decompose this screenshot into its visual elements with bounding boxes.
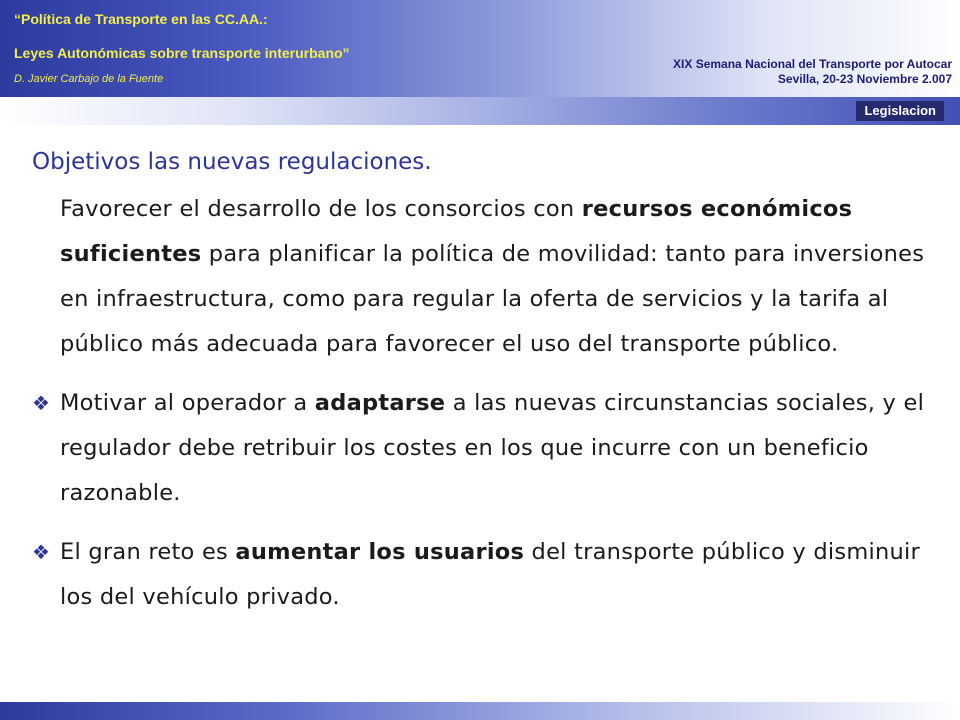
section-label: Legislacion: [856, 101, 944, 121]
paragraph-3-emphasis: aumentar los usuarios: [235, 539, 525, 565]
paragraph-3-text-end: del transporte público y disminuir los del vehículo privado.: [60, 539, 921, 610]
diamond-bullet-icon: ❖: [32, 391, 51, 415]
event-place-date: Sevilla, 20-23 Noviembre 2.007: [777, 72, 952, 86]
event-name: XIX Semana Nacional del Transporte por Autocar: [673, 57, 952, 71]
paragraph-2-text-end: a las nuevas circunstancias sociales, y el regulador debe retribuir los costes en los que incurre con un beneficio razonable.: [60, 390, 925, 506]
slide-title: Objetivos las nuevas regulaciones.: [32, 149, 432, 175]
header-author: D. Javier Carbajo de la Fuente: [14, 73, 164, 85]
diamond-bullet-icon: ❖: [32, 540, 51, 564]
paragraph-1-text: Favorecer el desarrollo de los consorcios con: [60, 196, 582, 222]
paragraph-1-emphasis: recursos económicos suficientes: [60, 196, 853, 267]
paragraph-1: [32, 187, 942, 367]
paragraph-1-text-end: para planificar la política de movilidad: tanto para inversiones en infraestructura, como para regular la oferta de servicios y la tarifa al público más adecuada para favorecer el uso del transporte público.: [60, 241, 925, 357]
paragraph-2-emphasis: adaptarse: [314, 390, 446, 416]
slide-header: [0, 0, 960, 97]
header-title-line2: Leyes Autonómicas sobre transporte interurbano”: [14, 45, 350, 61]
paragraph-3-text: El gran reto es: [60, 539, 236, 565]
slide-content: [32, 145, 942, 634]
section-band: [0, 97, 960, 125]
paragraph-2-text: Motivar al operador a: [60, 390, 315, 416]
event-info: [673, 57, 952, 87]
paragraph-2: [32, 381, 942, 516]
paragraph-3: [32, 530, 942, 620]
header-title-line1: “Política de Transporte en las CC.AA.:: [14, 11, 268, 27]
slide-footer-band: [0, 702, 960, 720]
